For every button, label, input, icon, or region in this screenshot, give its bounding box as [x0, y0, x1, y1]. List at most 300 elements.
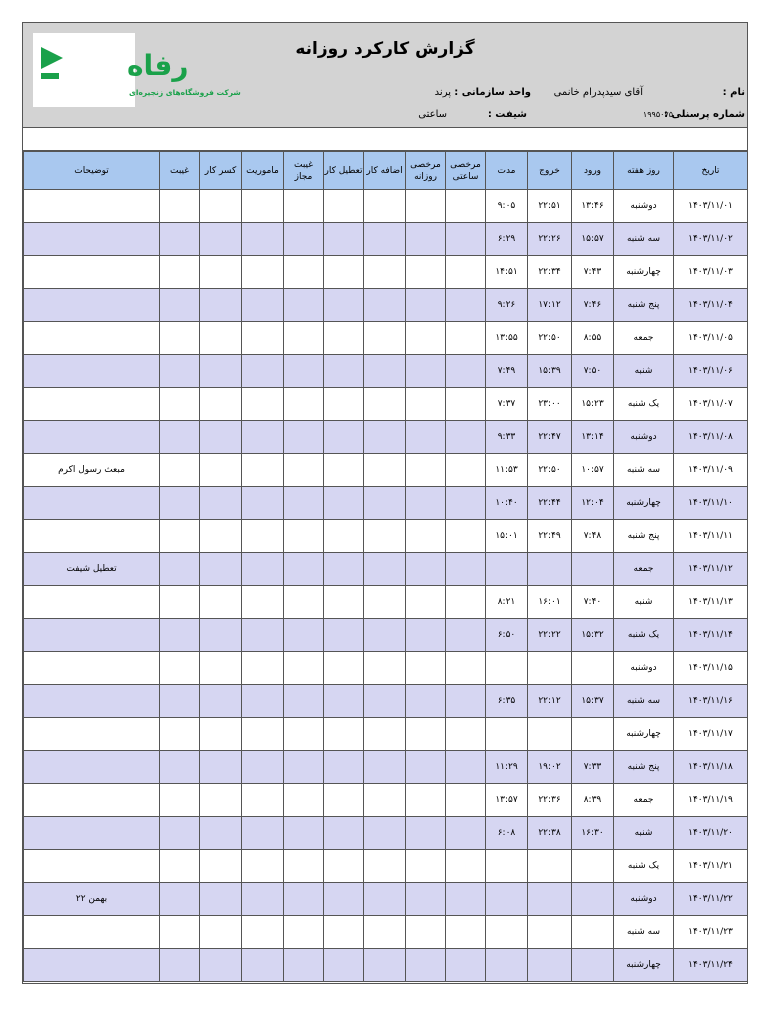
duration-cell: ۹:۰۵	[486, 190, 528, 223]
notes-cell: تعطیل شیفت	[24, 553, 160, 586]
table-row	[24, 652, 748, 685]
date-cell: ۱۴۰۳/۱۱/۱۷	[674, 718, 748, 751]
hourly-leave-cell	[446, 454, 486, 487]
authorized-absence-cell	[284, 355, 324, 388]
hourly-leave-cell	[446, 652, 486, 685]
overtime-cell	[364, 883, 406, 916]
exit-cell	[528, 850, 572, 883]
weekday-cell: سه شنبه	[614, 223, 674, 256]
entry-cell: ۷:۴۶	[572, 289, 614, 322]
holiday-work-cell	[324, 916, 364, 949]
overtime-cell	[364, 751, 406, 784]
duration-cell: ۶:۵۰	[486, 619, 528, 652]
exit-cell: ۱۹:۰۲	[528, 751, 572, 784]
authorized-absence-cell	[284, 586, 324, 619]
daily-leave-cell	[406, 817, 446, 850]
daily-leave-cell	[406, 883, 446, 916]
col-header-mission: ماموریت	[242, 152, 284, 190]
daily-leave-cell	[406, 850, 446, 883]
work-deficit-cell	[200, 718, 242, 751]
report-title: گزارش کارکرد روزانه	[295, 39, 475, 59]
daily-leave-cell	[406, 322, 446, 355]
table-row	[24, 355, 748, 388]
notes-cell: بهمن ۲۲	[24, 883, 160, 916]
date-cell: ۱۴۰۳/۱۱/۲۳	[674, 916, 748, 949]
hourly-leave-cell	[446, 784, 486, 817]
notes-cell	[24, 388, 160, 421]
date-cell: ۱۴۰۳/۱۱/۰۶	[674, 355, 748, 388]
duration-cell: ۱۵:۰۱	[486, 520, 528, 553]
header-spacer	[23, 128, 747, 151]
notes-cell	[24, 256, 160, 289]
col-header-weekday: روز هفته	[614, 152, 674, 190]
notes-cell	[24, 190, 160, 223]
exit-cell: ۱۶:۰۱	[528, 586, 572, 619]
absence-cell	[160, 421, 200, 454]
holiday-work-cell	[324, 454, 364, 487]
duration-cell	[486, 553, 528, 586]
duration-cell	[486, 883, 528, 916]
name-value: آقای سیدپدرام خانمی	[553, 87, 643, 98]
hourly-leave-cell	[446, 685, 486, 718]
absence-cell	[160, 322, 200, 355]
absence-cell	[160, 718, 200, 751]
duration-cell	[486, 916, 528, 949]
overtime-cell	[364, 949, 406, 982]
attendance-table	[23, 151, 748, 982]
entry-cell	[572, 916, 614, 949]
work-deficit-cell	[200, 388, 242, 421]
work-deficit-cell	[200, 223, 242, 256]
entry-cell: ۷:۴۰	[572, 586, 614, 619]
absence-cell	[160, 586, 200, 619]
mission-cell	[242, 619, 284, 652]
date-cell: ۱۴۰۳/۱۱/۱۸	[674, 751, 748, 784]
hourly-leave-cell	[446, 388, 486, 421]
hourly-leave-cell	[446, 223, 486, 256]
exit-cell	[528, 949, 572, 982]
weekday-cell: شنبه	[614, 355, 674, 388]
work-deficit-cell	[200, 487, 242, 520]
overtime-cell	[364, 388, 406, 421]
work-deficit-cell	[200, 586, 242, 619]
authorized-absence-cell	[284, 685, 324, 718]
notes-cell	[24, 916, 160, 949]
absence-cell	[160, 355, 200, 388]
entry-cell: ۸:۳۹	[572, 784, 614, 817]
mission-cell	[242, 784, 284, 817]
logo-tagline: شرکت فروشگاه‌های زنجیره‌ای	[129, 88, 241, 97]
logo-wordmark: رفاه	[127, 49, 189, 82]
notes-cell	[24, 421, 160, 454]
table-row	[24, 421, 748, 454]
overtime-cell	[364, 421, 406, 454]
mission-cell	[242, 586, 284, 619]
hourly-leave-cell	[446, 520, 486, 553]
overtime-cell	[364, 487, 406, 520]
overtime-cell	[364, 784, 406, 817]
holiday-work-cell	[324, 520, 364, 553]
entry-cell: ۱۶:۳۰	[572, 817, 614, 850]
weekday-cell: دوشنبه	[614, 190, 674, 223]
absence-cell	[160, 487, 200, 520]
table-row	[24, 817, 748, 850]
work-deficit-cell	[200, 421, 242, 454]
mission-cell	[242, 916, 284, 949]
daily-leave-cell	[406, 784, 446, 817]
daily-leave-cell	[406, 718, 446, 751]
table-row	[24, 883, 748, 916]
notes-cell	[24, 322, 160, 355]
table-row	[24, 223, 748, 256]
hourly-leave-cell	[446, 586, 486, 619]
holiday-work-cell	[324, 817, 364, 850]
duration-cell	[486, 718, 528, 751]
date-cell: ۱۴۰۳/۱۱/۰۵	[674, 322, 748, 355]
mission-cell	[242, 322, 284, 355]
exit-cell: ۲۲:۱۲	[528, 685, 572, 718]
work-deficit-cell	[200, 685, 242, 718]
daily-leave-cell	[406, 421, 446, 454]
duration-cell: ۱۰:۴۰	[486, 487, 528, 520]
absence-cell	[160, 751, 200, 784]
absence-cell	[160, 850, 200, 883]
hourly-leave-cell	[446, 916, 486, 949]
holiday-work-cell	[324, 355, 364, 388]
work-deficit-cell	[200, 289, 242, 322]
overtime-cell	[364, 850, 406, 883]
mission-cell	[242, 289, 284, 322]
holiday-work-cell	[324, 652, 364, 685]
duration-cell: ۱۳:۵۷	[486, 784, 528, 817]
authorized-absence-cell	[284, 289, 324, 322]
table-row	[24, 751, 748, 784]
daily-leave-cell	[406, 355, 446, 388]
exit-cell	[528, 916, 572, 949]
table-row	[24, 454, 748, 487]
mission-cell	[242, 817, 284, 850]
daily-leave-cell	[406, 520, 446, 553]
weekday-cell: سه شنبه	[614, 454, 674, 487]
entry-cell	[572, 718, 614, 751]
notes-cell	[24, 751, 160, 784]
weekday-cell: یک شنبه	[614, 619, 674, 652]
work-deficit-cell	[200, 949, 242, 982]
authorized-absence-cell	[284, 421, 324, 454]
overtime-cell	[364, 322, 406, 355]
date-cell: ۱۴۰۳/۱۱/۰۹	[674, 454, 748, 487]
hourly-leave-cell	[446, 355, 486, 388]
daily-leave-cell	[406, 685, 446, 718]
entry-cell: ۷:۵۰	[572, 355, 614, 388]
holiday-work-cell	[324, 289, 364, 322]
weekday-cell: دوشنبه	[614, 883, 674, 916]
daily-leave-cell	[406, 586, 446, 619]
daily-leave-cell	[406, 916, 446, 949]
duration-cell: ۶:۳۵	[486, 685, 528, 718]
col-header-holiday-work: تعطیل کار	[324, 152, 364, 190]
holiday-work-cell	[324, 388, 364, 421]
exit-cell	[528, 652, 572, 685]
entry-cell: ۱۵:۵۷	[572, 223, 614, 256]
personnel-number-label: شماره پرسنلی :	[663, 109, 745, 120]
authorized-absence-cell	[284, 256, 324, 289]
work-deficit-cell	[200, 850, 242, 883]
overtime-cell	[364, 454, 406, 487]
notes-cell	[24, 520, 160, 553]
weekday-cell: چهارشنبه	[614, 487, 674, 520]
hourly-leave-cell	[446, 817, 486, 850]
exit-cell	[528, 553, 572, 586]
duration-cell: ۶:۲۹	[486, 223, 528, 256]
absence-cell	[160, 454, 200, 487]
exit-cell: ۲۲:۴۹	[528, 520, 572, 553]
duration-cell	[486, 949, 528, 982]
overtime-cell	[364, 223, 406, 256]
col-header-hourly-leave: مرخصی ساعتی	[446, 152, 486, 190]
date-cell: ۱۴۰۳/۱۱/۲۱	[674, 850, 748, 883]
personnel-number-value: ۱۹۹۵۰۷۵	[642, 110, 673, 119]
authorized-absence-cell	[284, 784, 324, 817]
mission-cell	[242, 850, 284, 883]
entry-cell: ۱۵:۳۲	[572, 619, 614, 652]
exit-cell: ۲۳:۰۰	[528, 388, 572, 421]
exit-cell	[528, 718, 572, 751]
authorized-absence-cell	[284, 190, 324, 223]
holiday-work-cell	[324, 850, 364, 883]
shift-value: ساعتی	[418, 109, 447, 120]
table-row	[24, 322, 748, 355]
exit-cell: ۲۲:۵۰	[528, 454, 572, 487]
daily-leave-cell	[406, 388, 446, 421]
daily-leave-cell	[406, 256, 446, 289]
daily-leave-cell	[406, 223, 446, 256]
table-header-row	[24, 152, 748, 190]
hourly-leave-cell	[446, 289, 486, 322]
daily-leave-cell	[406, 652, 446, 685]
authorized-absence-cell	[284, 949, 324, 982]
report-header	[23, 23, 747, 128]
entry-cell	[572, 883, 614, 916]
exit-cell: ۱۵:۳۹	[528, 355, 572, 388]
date-cell: ۱۴۰۳/۱۱/۱۵	[674, 652, 748, 685]
notes-cell	[24, 850, 160, 883]
org-unit-label: واحد سازمانی :	[454, 87, 531, 98]
daily-leave-cell	[406, 454, 446, 487]
duration-cell: ۱۴:۵۱	[486, 256, 528, 289]
entry-cell: ۸:۵۵	[572, 322, 614, 355]
work-deficit-cell	[200, 190, 242, 223]
work-deficit-cell	[200, 520, 242, 553]
table-row	[24, 949, 748, 982]
overtime-cell	[364, 652, 406, 685]
daily-leave-cell	[406, 487, 446, 520]
weekday-cell: شنبه	[614, 586, 674, 619]
hourly-leave-cell	[446, 421, 486, 454]
mission-cell	[242, 223, 284, 256]
table-row	[24, 487, 748, 520]
entry-cell: ۱۰:۵۷	[572, 454, 614, 487]
authorized-absence-cell	[284, 322, 324, 355]
exit-cell: ۲۲:۴۴	[528, 487, 572, 520]
overtime-cell	[364, 256, 406, 289]
weekday-cell: دوشنبه	[614, 652, 674, 685]
entry-cell	[572, 553, 614, 586]
notes-cell	[24, 289, 160, 322]
mission-cell	[242, 520, 284, 553]
table-row	[24, 553, 748, 586]
absence-cell	[160, 949, 200, 982]
mission-cell	[242, 355, 284, 388]
holiday-work-cell	[324, 751, 364, 784]
work-deficit-cell	[200, 454, 242, 487]
entry-cell	[572, 949, 614, 982]
entry-cell: ۱۳:۱۴	[572, 421, 614, 454]
notes-cell	[24, 949, 160, 982]
mission-cell	[242, 388, 284, 421]
mission-cell	[242, 487, 284, 520]
holiday-work-cell	[324, 619, 364, 652]
daily-leave-cell	[406, 289, 446, 322]
table-row	[24, 289, 748, 322]
holiday-work-cell	[324, 883, 364, 916]
table-body	[24, 190, 748, 982]
table-row	[24, 784, 748, 817]
name-label: نام :	[722, 87, 745, 98]
overtime-cell	[364, 619, 406, 652]
duration-cell: ۶:۰۸	[486, 817, 528, 850]
notes-cell	[24, 355, 160, 388]
date-cell: ۱۴۰۳/۱۱/۲۲	[674, 883, 748, 916]
date-cell: ۱۴۰۳/۱۱/۱۶	[674, 685, 748, 718]
table-row	[24, 256, 748, 289]
authorized-absence-cell	[284, 850, 324, 883]
absence-cell	[160, 652, 200, 685]
absence-cell	[160, 916, 200, 949]
overtime-cell	[364, 685, 406, 718]
date-cell: ۱۴۰۳/۱۱/۰۳	[674, 256, 748, 289]
holiday-work-cell	[324, 487, 364, 520]
authorized-absence-cell	[284, 817, 324, 850]
overtime-cell	[364, 289, 406, 322]
date-cell: ۱۴۰۳/۱۱/۱۴	[674, 619, 748, 652]
holiday-work-cell	[324, 322, 364, 355]
notes-cell	[24, 718, 160, 751]
hourly-leave-cell	[446, 190, 486, 223]
col-header-absence: غیبت	[160, 152, 200, 190]
exit-cell: ۲۲:۳۶	[528, 784, 572, 817]
authorized-absence-cell	[284, 520, 324, 553]
work-deficit-cell	[200, 322, 242, 355]
table-row	[24, 916, 748, 949]
absence-cell	[160, 223, 200, 256]
holiday-work-cell	[324, 190, 364, 223]
exit-cell: ۲۲:۴۷	[528, 421, 572, 454]
col-header-daily-leave: مرخصی روزانه	[406, 152, 446, 190]
date-cell: ۱۴۰۳/۱۱/۰۲	[674, 223, 748, 256]
holiday-work-cell	[324, 553, 364, 586]
weekday-cell: جمعه	[614, 784, 674, 817]
hourly-leave-cell	[446, 883, 486, 916]
notes-cell	[24, 784, 160, 817]
exit-cell: ۲۲:۳۴	[528, 256, 572, 289]
authorized-absence-cell	[284, 652, 324, 685]
mission-cell	[242, 256, 284, 289]
weekday-cell: چهارشنبه	[614, 718, 674, 751]
overtime-cell	[364, 520, 406, 553]
absence-cell	[160, 685, 200, 718]
work-deficit-cell	[200, 817, 242, 850]
col-header-notes: توضیحات	[24, 152, 160, 190]
exit-cell: ۲۲:۵۰	[528, 322, 572, 355]
exit-cell: ۲۲:۲۶	[528, 223, 572, 256]
duration-cell: ۱۱:۲۹	[486, 751, 528, 784]
weekday-cell: یک شنبه	[614, 850, 674, 883]
exit-cell: ۱۷:۱۲	[528, 289, 572, 322]
authorized-absence-cell	[284, 619, 324, 652]
authorized-absence-cell	[284, 454, 324, 487]
work-deficit-cell	[200, 751, 242, 784]
authorized-absence-cell	[284, 487, 324, 520]
date-cell: ۱۴۰۳/۱۱/۰۴	[674, 289, 748, 322]
authorized-absence-cell	[284, 718, 324, 751]
absence-cell	[160, 784, 200, 817]
report-sheet	[22, 22, 748, 984]
entry-cell	[572, 652, 614, 685]
entry-cell: ۷:۴۸	[572, 520, 614, 553]
daily-leave-cell	[406, 553, 446, 586]
absence-cell	[160, 883, 200, 916]
absence-cell	[160, 619, 200, 652]
table-row	[24, 718, 748, 751]
holiday-work-cell	[324, 421, 364, 454]
duration-cell: ۱۱:۵۳	[486, 454, 528, 487]
notes-cell	[24, 586, 160, 619]
date-cell: ۱۴۰۳/۱۱/۰۸	[674, 421, 748, 454]
absence-cell	[160, 190, 200, 223]
table-row	[24, 388, 748, 421]
mission-cell	[242, 652, 284, 685]
mission-cell	[242, 553, 284, 586]
exit-cell: ۲۲:۵۱	[528, 190, 572, 223]
duration-cell: ۱۳:۵۵	[486, 322, 528, 355]
table-row	[24, 586, 748, 619]
work-deficit-cell	[200, 553, 242, 586]
weekday-cell: یک شنبه	[614, 388, 674, 421]
col-header-overtime: اضافه کار	[364, 152, 406, 190]
work-deficit-cell	[200, 256, 242, 289]
date-cell: ۱۴۰۳/۱۱/۰۷	[674, 388, 748, 421]
table-row	[24, 190, 748, 223]
entry-cell: ۷:۳۳	[572, 751, 614, 784]
work-deficit-cell	[200, 619, 242, 652]
notes-cell	[24, 652, 160, 685]
holiday-work-cell	[324, 949, 364, 982]
notes-cell	[24, 817, 160, 850]
mission-cell	[242, 454, 284, 487]
duration-cell	[486, 850, 528, 883]
authorized-absence-cell	[284, 223, 324, 256]
weekday-cell: پنج شنبه	[614, 289, 674, 322]
holiday-work-cell	[324, 718, 364, 751]
holiday-work-cell	[324, 256, 364, 289]
col-header-work-deficit: کسر کار	[200, 152, 242, 190]
weekday-cell: جمعه	[614, 553, 674, 586]
duration-cell: ۷:۳۷	[486, 388, 528, 421]
duration-cell: ۹:۳۳	[486, 421, 528, 454]
notes-cell	[24, 223, 160, 256]
weekday-cell: چهارشنبه	[614, 256, 674, 289]
